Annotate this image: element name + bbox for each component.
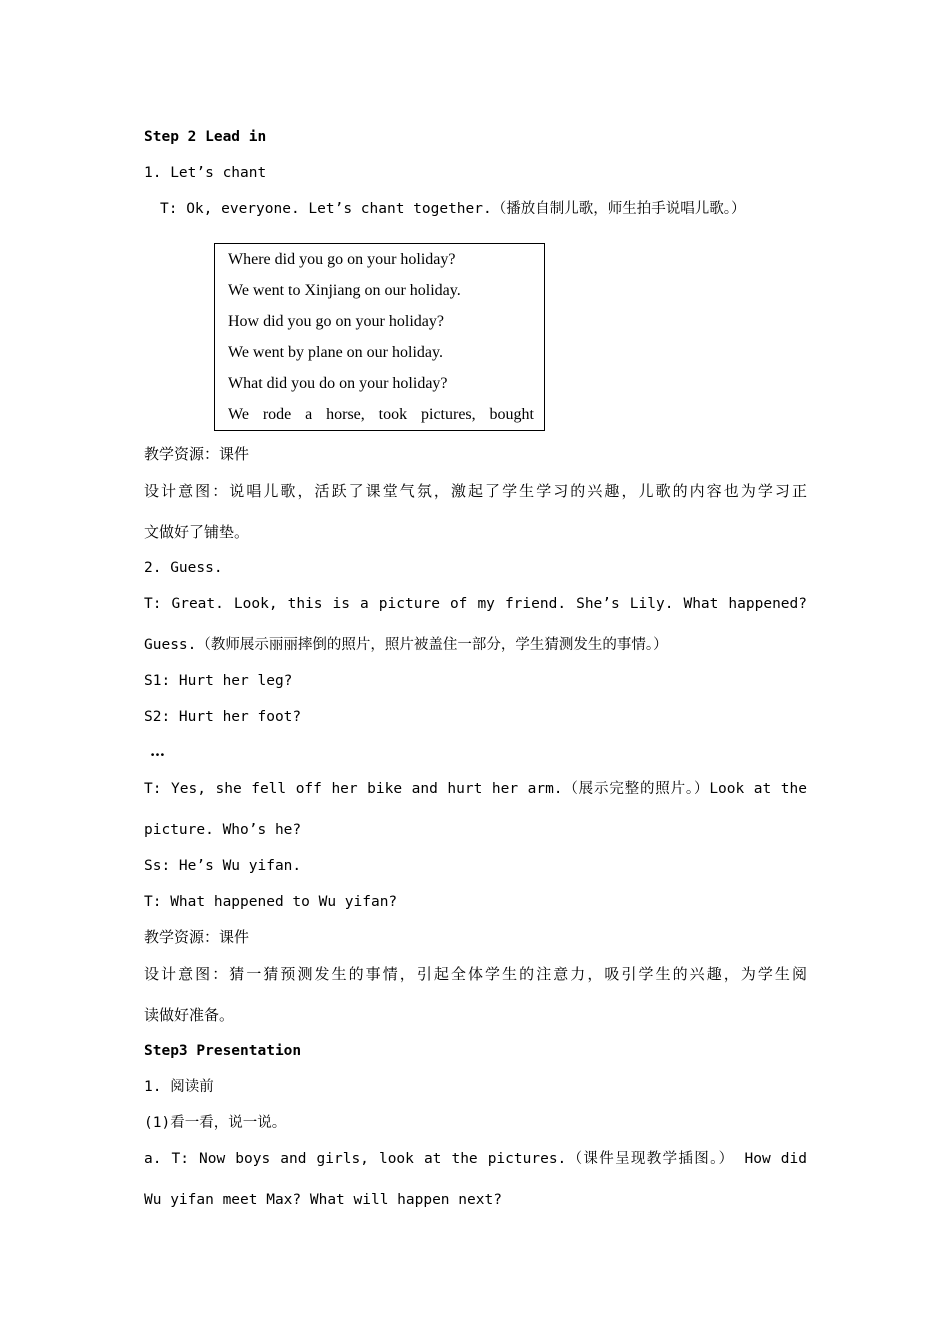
chant-line: We went to Xinjiang on our holiday. xyxy=(228,282,461,299)
design-intent-2-line2: 读做好准备。 xyxy=(144,1006,235,1024)
teaching-resource-2: 教学资源：课件 xyxy=(144,928,250,946)
teaching-resource-1: 教学资源：课件 xyxy=(144,445,250,463)
step3-heading: Step3 Presentation xyxy=(144,1043,302,1059)
chant-line: Where did you go on your holiday? xyxy=(228,251,456,268)
teacher-chant-instruction: T: Ok, everyone. Let’s chant together.（播放自制儿歌，师生拍手说唱儿歌。） xyxy=(160,201,746,217)
teacher-yes-line1: T: Yes, she fell off her bike and hurt her arm.（展示完整的照片。）Look at the xyxy=(144,781,807,797)
chant-line: How did you go on your holiday? xyxy=(228,313,444,330)
chant-line: What did you do on your holiday? xyxy=(228,375,448,392)
student1-answer: S1: Hurt her leg? xyxy=(144,673,293,689)
teacher-great-line2: Guess.（教师展示丽丽摔倒的照片，照片被盖住一部分，学生猜测发生的事情。） xyxy=(144,637,668,653)
teacher-great-line1: T: Great. Look, this is a picture of my friend. She’s Lily. What happened? xyxy=(144,596,807,612)
ellipsis: … xyxy=(150,742,165,760)
design-intent-1-line1: 设计意图：说唱儿歌，活跃了课堂气氛，激起了学生学习的兴趣，儿歌的内容也为学习正 xyxy=(144,482,807,500)
design-intent-2-line1: 设计意图：猜一猜预测发生的事情，引起全体学生的注意力，吸引学生的兴趣，为学生阅 xyxy=(144,965,807,983)
step-a-line2: Wu yifan meet Max? What will happen next? xyxy=(144,1192,502,1208)
student2-answer: S2: Hurt her foot? xyxy=(144,709,302,725)
sub-item-look-and-say: (1)看一看，说一说。 xyxy=(144,1115,287,1131)
teacher-question: T: What happened to Wu yifan? xyxy=(144,894,398,910)
chant-line: We rode a horse, took pictures, bought xyxy=(228,406,534,423)
item-lets-chant: 1. Let’s chant xyxy=(144,165,267,181)
teacher-yes-line2: picture. Who’s he? xyxy=(144,822,302,838)
design-intent-1-line2: 文做好了铺垫。 xyxy=(144,523,250,541)
chant-line: We went by plane on our holiday. xyxy=(228,344,443,361)
chant-box xyxy=(214,243,545,431)
item-guess: 2. Guess. xyxy=(144,560,223,576)
step-a-line1: a. T: Now boys and girls, look at the pictures.（课件呈现教学插图。） How did xyxy=(144,1151,807,1167)
item-before-reading: 1. 阅读前 xyxy=(144,1079,214,1095)
students-answer: Ss: He’s Wu yifan. xyxy=(144,858,302,874)
step2-heading: Step 2 Lead in xyxy=(144,129,267,145)
